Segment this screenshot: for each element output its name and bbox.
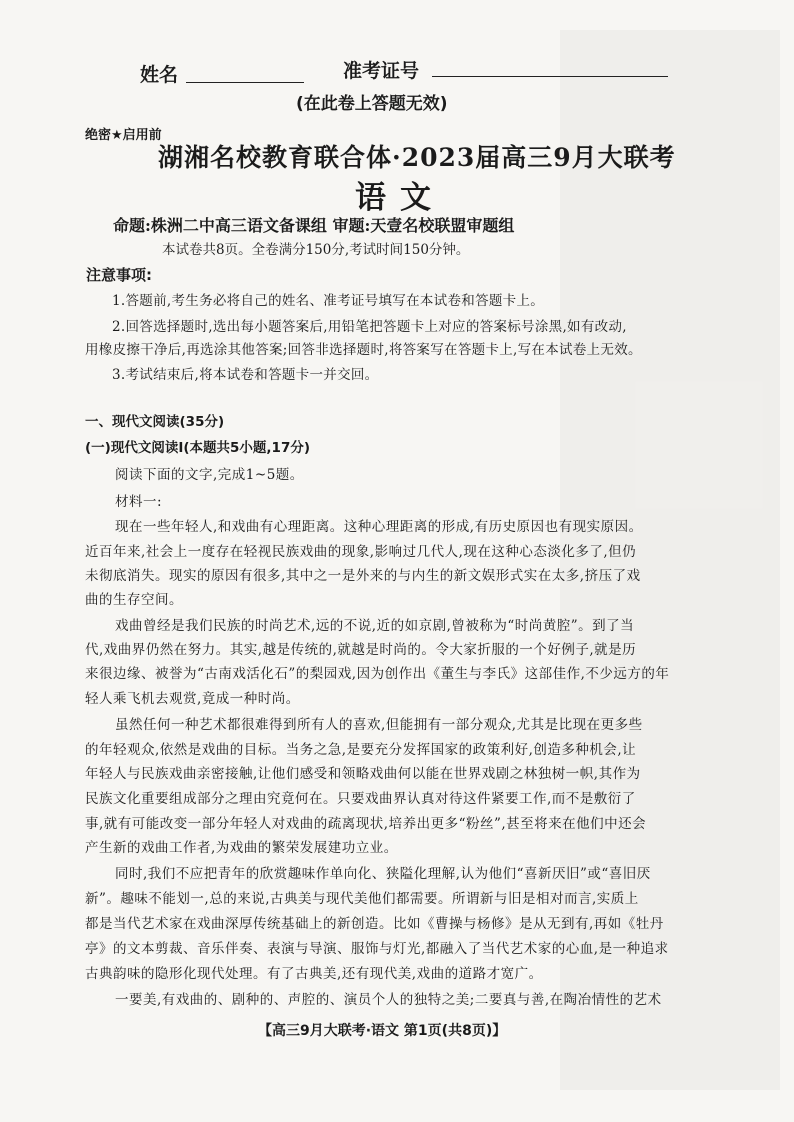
passage-line: 新”。趣味不能划一,总的来说,古典美与现代美他们都需要。所谓新与旧是相对而言,实质上 — [85, 891, 639, 907]
reading-instruction: 阅读下面的文字,完成1~5题。 — [115, 467, 304, 483]
passage-line: 年轻人与民族戏曲亲密接触,让他们感受和领略戏曲何以能在世界戏剧之林独树一帜,其作为 — [85, 766, 641, 782]
passage-line: 古典韵味的隐形化现代处理。有了古典美,还有现代美,戏曲的道路才宽广。 — [85, 966, 543, 982]
material-label: 材料一: — [115, 494, 163, 510]
page-footer: 【高三9月大联考·语文 第1页(共8页)】 — [258, 1023, 507, 1039]
passage-line: 现在一些年轻人,和戏曲有心理距离。这种心理距离的形成,有历史原因也有现实原因。 — [115, 519, 643, 535]
passage-line: 虽然任何一种艺术都很难得到所有人的喜欢,但能拥有一部分观众,尤其是比现在更多些 — [115, 717, 643, 733]
exam-info: 本试卷共8页。全卷满分150分,考试时间150分钟。 — [162, 242, 470, 258]
passage-line: 来很边缘、被誉为“古南戏活化石”的梨园戏,因为创作出《董生与李氏》这部佳作,不少远方的年 — [85, 666, 670, 682]
passage-line: 近百年来,社会上一度存在轻视民族戏曲的现象,影响过几代人,现在这种心态淡化多了,但仍 — [85, 544, 637, 560]
passage-line: 同时,我们不应把青年的欣赏趣味作单向化、狭隘化理解,认为他们“喜新厌旧”或“喜旧厌 — [115, 866, 651, 882]
name-label: 姓名 — [140, 64, 179, 86]
passage-line: 代,戏曲界仍然在努力。其实,越是传统的,就越是时尚的。令大家折服的一个好例子,就是历 — [85, 642, 637, 658]
exam-id-label: 准考证号 — [343, 60, 420, 82]
confidential-tag: 绝密★启用前 — [85, 128, 162, 143]
passage-line: 未彻底消失。现实的原因有很多,其中之一是外来的与内生的新文娱形式实在太多,挤压了戏 — [85, 568, 641, 584]
name-field[interactable] — [186, 82, 304, 83]
passage-line: 的年轻观众,依然是戏曲的目标。当务之急,是要充分发挥国家的政策利好,创造多种机会,让 — [85, 742, 637, 758]
note-line: 1.答题前,考生务必将自己的姓名、准考证号填写在本试卷和答题卡上。 — [112, 293, 545, 309]
passage-line: 事,就有可能改变一部分年轻人对戏曲的疏离现状,培养出更多“粉丝”,甚至将来在他们中还会 — [85, 816, 647, 832]
passage-line: 轻人乘飞机去观赏,竟成一种时尚。 — [85, 691, 300, 707]
subsection-title: (一)现代文阅读Ⅰ(本题共5小题,17分) — [85, 440, 311, 456]
subject-title: 语文 — [355, 180, 445, 216]
invalid-notice: (在此卷上答题无效) — [296, 94, 448, 114]
passage-line: 产生新的戏曲工作者,为戏曲的繁荣发展建功立业。 — [85, 840, 398, 856]
passage-line: 都是当代艺术家在戏曲深厚传统基础上的新创造。比如《曹操与杨修》是从无到有,再如《牡丹 — [85, 916, 664, 932]
note-line: 3.考试结束后,将本试卷和答题卡一并交回。 — [112, 367, 379, 383]
exam-title: 湖湘名校教育联合体·2023届高三9月大联考 — [158, 143, 676, 172]
passage-line: 一要美,有戏曲的、剧种的、声腔的、演员个人的独特之美;二要真与善,在陶冶情性的艺术 — [115, 992, 662, 1008]
passage-line: 民族文化重要组成部分之理由究竟何在。只要戏曲界认真对待这件紧要工作,而不是敷衍了 — [85, 791, 636, 807]
section-title: 一、现代文阅读(35分) — [85, 414, 225, 430]
note-line: 用橡皮擦干净后,再选涂其他答案;回答非选择题时,将答案写在答题卡上,写在本试卷上无效。 — [85, 342, 642, 358]
exam-id-field[interactable] — [432, 76, 668, 77]
passage-line: 戏曲曾经是我们民族的时尚艺术,远的不说,近的如京剧,曾被称为“时尚黄腔”。到了当 — [115, 618, 635, 634]
notes-title: 注意事项: — [86, 266, 152, 284]
passage-line: 亭》的文本剪裁、音乐伴奏、表演与导演、服饰与灯光,都融入了当代艺术家的心血,是一种追求 — [85, 941, 669, 957]
note-line: 2.回答选择题时,选出每小题答案后,用铅笔把答题卡上对应的答案标号涂黑,如有改动, — [112, 319, 627, 335]
passage-line: 曲的生存空间。 — [85, 592, 183, 608]
authors-line: 命题:株洲二中高三语文备课组 审题:天壹名校联盟审题组 — [113, 216, 515, 235]
